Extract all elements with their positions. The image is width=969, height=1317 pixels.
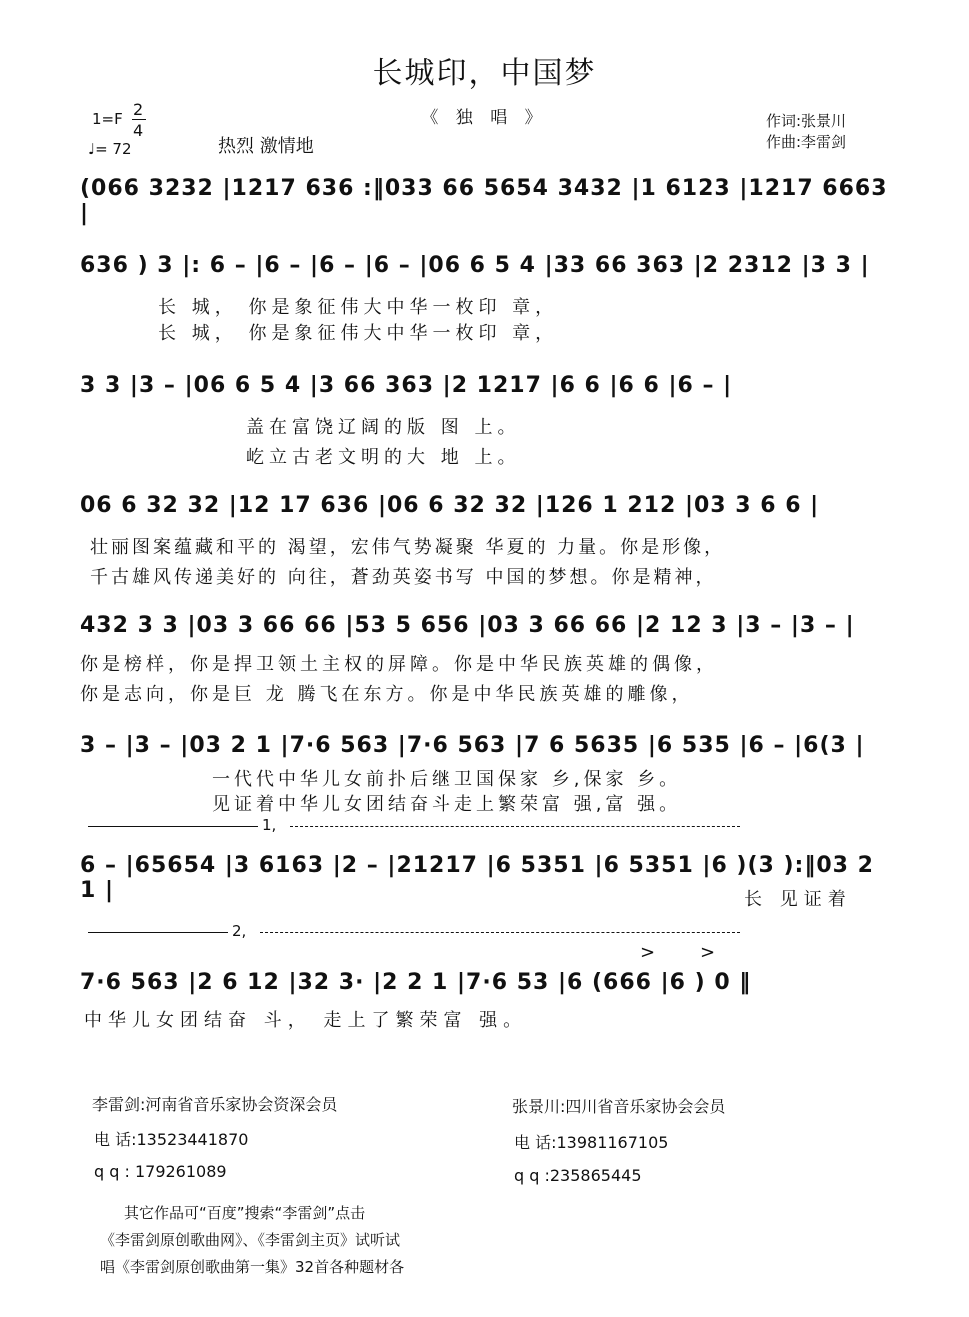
time-signature-top: 2 — [133, 100, 144, 119]
expression-marking: 热烈 激情地 — [218, 136, 314, 157]
footer-note-line-1: 其它作品可“百度”搜索“李雷剑”点击 — [124, 1204, 366, 1222]
footer-note-line-3: 唱《李雷剑原创歌曲第一集》32首各种题材各 — [100, 1258, 405, 1276]
time-signature-line — [132, 119, 146, 120]
lyric-line: 长 见证着 — [744, 889, 852, 910]
notation-line: 3 – |3 – |03 2 1 |7·6 563 |7·6 563 |7 6 5635 |6 535 |6 – |6(3 | — [80, 733, 865, 758]
composer: 作曲:李雷剑 — [766, 133, 847, 151]
lyric-verse-2: 千古雄风传递美好的 向往，蒼劲英姿书写 中国的梦想。你是精神， — [90, 567, 717, 588]
subtitle: 《 独 唱 》 — [421, 108, 548, 128]
lyric-verse-1: 壮丽图案蕴藏和平的 渴望，宏伟气势凝聚 华夏的 力量。你是形像， — [90, 537, 726, 558]
footer-lyricist-phone: 电 话:13981167105 — [514, 1133, 669, 1152]
lyric-line: 中华儿女团结奋 斗， 走上了繁荣富 强。 — [84, 1010, 528, 1031]
notation-line: (066 3232 |1217 636 :‖033 66 5654 3432 |1 6123 |1217 6663 | — [80, 176, 888, 226]
lyric-verse-1: 长 城， 你是象征伟大中华一枚印 章， — [158, 297, 559, 318]
notation-line: 432 3 3 |03 3 66 66 |53 5 656 |03 3 66 66 |2 12 3 |3 – |3 – | — [80, 613, 855, 638]
footer-composer-info: 李雷剑:河南省音乐家协会资深会员 — [92, 1095, 338, 1114]
tempo-marking: ♩= 72 — [88, 140, 132, 158]
accent-mark-icon: > — [640, 942, 656, 963]
lyric-verse-2: 你是志向，你是巨 龙 腾飞在东方。你是中华民族英雄的雕像， — [80, 684, 694, 705]
volta-line-left — [88, 932, 228, 933]
footer-composer-qq: q q : 179261089 — [94, 1162, 227, 1181]
notation-line: 636 ) 3 |: 6 – |6 – |6 – |6 – |06 6 5 4 |33 66 363 |2 2312 |3 3 | — [80, 253, 870, 278]
volta-1-label: 1, — [262, 816, 277, 834]
lyric-verse-2: 屹立古老文明的大 地 上。 — [246, 447, 521, 468]
time-signature-bottom: 4 — [133, 121, 144, 140]
footer-lyricist-qq: q q :235865445 — [514, 1166, 642, 1185]
key-signature: 1=F — [92, 110, 123, 128]
lyric-verse-1: 你是榜样，你是捍卫领土主权的屏障。你是中华民族英雄的偶像， — [80, 654, 718, 675]
notation-line: 3 3 |3 – |06 6 5 4 |3 66 363 |2 1217 |6 6 |6 6 |6 – | — [80, 373, 733, 398]
lyric-verse-2: 长 城， 你是象征伟大中华一枚印 章， — [158, 323, 559, 344]
footer-lyricist-info: 张景川:四川省音乐家协会会员 — [512, 1097, 726, 1116]
footer-composer-phone: 电 话:13523441870 — [94, 1130, 249, 1149]
volta-line-left — [88, 826, 258, 827]
accent-mark-icon: > — [700, 942, 716, 963]
volta-2-label: 2, — [232, 922, 247, 940]
lyricist: 作词:张景川 — [766, 112, 847, 130]
notation-line: 6 – |65654 |3 6163 |2 – |21217 |6 5351 |6 5351 |6 )(3 ):‖03 2 1 | — [80, 853, 874, 903]
notation-line: 06 6 32 32 |12 17 636 |06 6 32 32 |126 1 212 |03 3 6 6 | — [80, 493, 820, 518]
volta-line-right — [260, 932, 740, 934]
footer-note-line-2: 《李雷剑原创歌曲网》、《李雷剑主页》试听试 — [100, 1231, 401, 1249]
lyric-verse-1: 盖在富饶辽阔的版 图 上。 — [246, 417, 521, 438]
notation-line: 7·6 563 |2 6 12 |32 3· |2 2 1 |7·6 53 |6 (666 |6 ) 0 ‖ — [80, 970, 752, 995]
page-title: 长城印，中国梦 — [372, 56, 597, 91]
lyric-verse-1: 一代代中华儿女前扑后继卫国保家 乡,保家 乡。 — [212, 769, 682, 790]
volta-line-right — [290, 826, 740, 828]
lyric-verse-2: 见证着中华儿女团结奋斗走上繁荣富 强,富 强。 — [212, 794, 682, 815]
